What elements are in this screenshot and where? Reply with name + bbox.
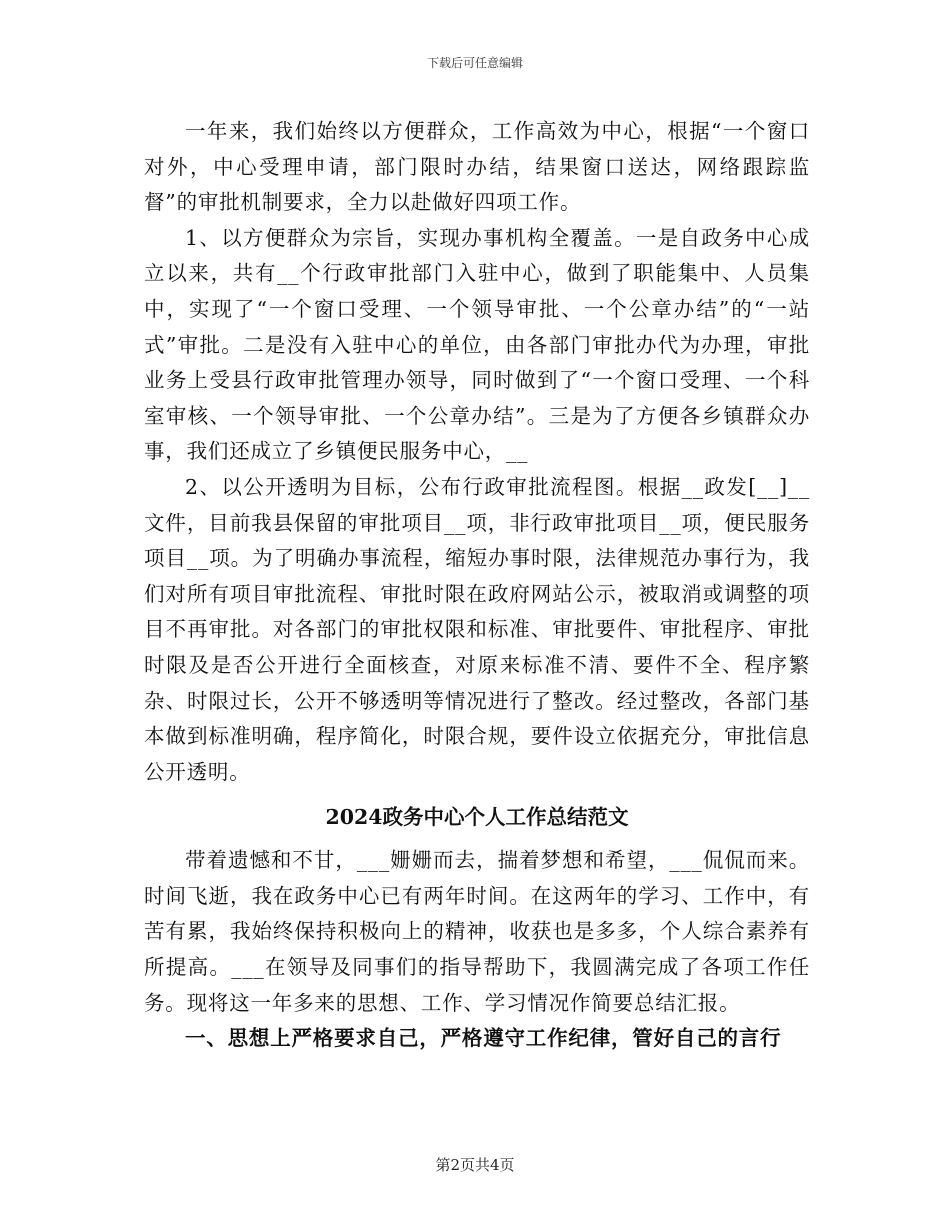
paragraph-intro: 一年来，我们始终以方便群众，工作高效为中心，根据“一个窗口对外，中心受理申请，部门限时办结，结果窗口送达，网络跟踪监督”的审批机制要求，全力以赴做好四项工作。 — [144, 119, 810, 215]
section-title: 2024政务中心个人工作总结范文 — [325, 805, 629, 830]
page-footer: 第2页共4页 — [435, 1156, 515, 1174]
section-heading-1: 一、思想上严格要求自己，严格遵守工作纪律，管好自己的言行 — [185, 1026, 782, 1051]
paragraph-item-1: 1、以方便群众为宗旨，实现办事机构全覆盖。一是自政务中心成立以来，共有__个行政审批部门入驻中心，做到了职能集中、人员集中，实现了“一个窗口受理、一个领导审批、一个公章办结”的“一站式”审批。二是没有入驻中心的单位，由各部门审批办代为办理，审批业务上受县行政审批管理办领导，同时做到了“一个窗口受理、一个科室审核、一个领导审批、一个公章办结”。三是为了方便各乡镇群众办事，我们还成立了乡镇便民服务中心，__ — [144, 225, 810, 464]
document-body — [144, 114, 810, 1057]
paragraph-item-2: 2、以公开透明为目标，公布行政审批流程图。根据__政发[__]__文件，目前我县保留的审批项目__项，非行政审批项目__项，便民服务项目__项。为了明确办事流程，缩短办事时限，法律规范办事行为，我们对所有项目审批流程、审批时限在政府网站公示，被取消或调整的项目不再审批。对各部门的审批权限和标准、审批要件、审批程序、审批时限及是否公开进行全面核查，对原来标准不清、要件不全、程序繁杂、时限过长，公开不够透明等情况进行了整改。经过整改，各部门基本做到标准明确，程序简化，时限合规，要件设立依据充分，审批信息公开透明。 — [144, 474, 810, 784]
page-header: 下载后可任意编辑 — [426, 56, 523, 70]
paragraph-summary-intro: 带着遗憾和不甘，___姗姗而去，揣着梦想和希望，___侃侃而来。时间飞逝，我在政务中心已有两年时间。在这两年的学习、工作中，有苦有累，我始终保持积极向上的精神，收获也是多多，个人综合素养有所提高。___在领导及同事们的指导帮助下，我圆满完成了各项工作任务。现将这一年多来的思想、工作、学习情况作简要总结汇报。 — [144, 848, 810, 1015]
